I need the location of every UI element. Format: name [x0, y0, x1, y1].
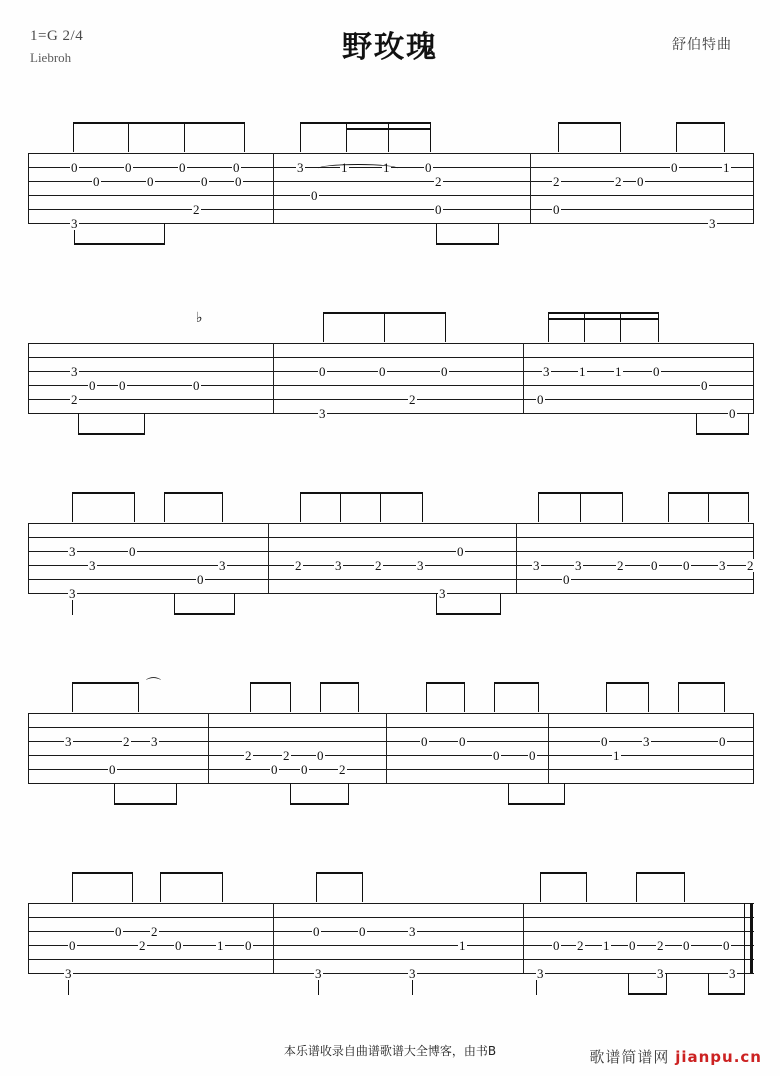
tab-note: 0	[493, 748, 500, 763]
tab-note: 0	[563, 572, 570, 587]
tab-note: 0	[311, 188, 318, 203]
tab-note: 0	[175, 938, 182, 953]
tab-note: 0	[537, 392, 544, 407]
tab-note: 0	[197, 572, 204, 587]
staff-lines-5	[28, 890, 754, 953]
tab-note: 0	[89, 378, 96, 393]
tab-note: 0	[93, 174, 100, 189]
tab-note: 0	[553, 202, 560, 217]
tab-note: 0	[271, 762, 278, 777]
tab-note: 3	[335, 558, 342, 573]
tab-note: 0	[179, 160, 186, 175]
tab-note: 1	[603, 938, 610, 953]
tab-note: 0	[115, 924, 122, 939]
tab-system-5	[28, 890, 754, 1000]
tab-note: 2	[553, 174, 560, 189]
tab-note: 0	[629, 938, 636, 953]
staff-start-bar-5	[28, 903, 29, 973]
final-barline-thin	[744, 903, 745, 973]
tab-note: 0	[129, 544, 136, 559]
tab-note: 0	[245, 938, 252, 953]
barline-3-1	[268, 523, 269, 593]
tab-note: 2	[193, 202, 200, 217]
staff-start-bar-2	[28, 343, 29, 413]
barline-5-2	[523, 903, 524, 973]
tab-note: 2	[747, 558, 754, 573]
watermark-domain: jianpu.cn	[675, 1048, 762, 1066]
footer-note: 本乐谱收录自曲谱歌谱大全博客，由书B	[283, 1044, 497, 1058]
tab-note: 3	[543, 364, 550, 379]
tab-note: 0	[435, 202, 442, 217]
staff-lines-3	[28, 510, 754, 573]
tab-note: 3	[729, 966, 736, 981]
page-title: 野玫瑰	[342, 30, 438, 65]
tab-note: 0	[601, 734, 608, 749]
tab-note: 3	[709, 216, 716, 231]
tab-note: 3	[65, 966, 72, 981]
tab-note: 0	[193, 378, 200, 393]
tab-note: 1	[579, 364, 586, 379]
tab-note: 0	[701, 378, 708, 393]
tab-note: 3	[69, 544, 76, 559]
tab-note: 3	[219, 558, 226, 573]
tab-note: 3	[533, 558, 540, 573]
tab-note: 0	[683, 938, 690, 953]
fermata-symbol: ⌒	[146, 676, 162, 694]
tab-note: 0	[683, 558, 690, 573]
tab-note: 3	[575, 558, 582, 573]
staff-lines-2	[28, 330, 754, 393]
tab-note: 0	[119, 378, 126, 393]
staff-final-bar-2	[753, 343, 754, 413]
staff-final-bar-1	[753, 153, 754, 223]
tab-note: 2	[435, 174, 442, 189]
tab-note: 0	[301, 762, 308, 777]
tab-note: 0	[441, 364, 448, 379]
tab-note: 1	[341, 160, 348, 175]
tab-note: 3	[71, 216, 78, 231]
tab-note: 2	[139, 938, 146, 953]
tab-note: 2	[295, 558, 302, 573]
barline-4-1	[208, 713, 209, 783]
tab-note: 1	[723, 160, 730, 175]
staff-lines-4	[28, 700, 754, 763]
tab-note: 3	[89, 558, 96, 573]
barline-4-2	[386, 713, 387, 783]
tab-note: 3	[69, 586, 76, 601]
tab-note: 3	[409, 966, 416, 981]
tab-note: 2	[409, 392, 416, 407]
tab-note: 0	[359, 924, 366, 939]
tab-note: 0	[729, 406, 736, 421]
tab-note: 3	[417, 558, 424, 573]
site-watermark	[589, 1046, 762, 1067]
tab-note: 0	[651, 558, 658, 573]
tab-note: 0	[233, 160, 240, 175]
tab-system-2: ♭ 3 0 0 0 2 0 0 0 3 2 3 1 1 0 0 0 0	[28, 330, 754, 440]
final-barline-thick	[750, 903, 753, 973]
barline-1-2	[530, 153, 531, 223]
tab-note: 0	[69, 938, 76, 953]
tab-note: 3	[319, 406, 326, 421]
tab-note: 2	[151, 924, 158, 939]
tab-note: 0	[125, 160, 132, 175]
tab-note: 0	[723, 938, 730, 953]
tab-note: 1	[615, 364, 622, 379]
tab-note: 3	[297, 160, 304, 175]
barline-1-1	[273, 153, 274, 223]
barline-2-1	[273, 343, 274, 413]
tab-note: 3	[409, 924, 416, 939]
tab-note: 0	[553, 938, 560, 953]
german-subtitle: Liebroh	[30, 50, 72, 65]
tab-system-4	[28, 676, 754, 810]
tab-note: 0	[637, 174, 644, 189]
composer-credit: 舒伯特曲	[672, 37, 732, 53]
tab-note: 0	[457, 544, 464, 559]
tab-note: 0	[313, 924, 320, 939]
tab-note: 0	[109, 762, 116, 777]
tab-note: 2	[339, 762, 346, 777]
tab-note: 0	[319, 364, 326, 379]
tab-note: 0	[147, 174, 154, 189]
watermark-label: 歌谱简谱网	[589, 1048, 670, 1066]
tab-note: 2	[577, 938, 584, 953]
key-signature: 1=G 2/4	[30, 28, 84, 44]
tab-note: 2	[283, 748, 290, 763]
tab-note: 2	[617, 558, 624, 573]
barline-5-1	[273, 903, 274, 973]
tab-note: 0	[529, 748, 536, 763]
tab-note: 2	[245, 748, 252, 763]
tab-note: 3	[643, 734, 650, 749]
tab-system-3	[28, 510, 754, 620]
staff-start-bar-1	[28, 153, 29, 223]
tab-note: 0	[379, 364, 386, 379]
tab-note: 0	[459, 734, 466, 749]
tab-note: 3	[71, 364, 78, 379]
barline-2-2	[523, 343, 524, 413]
tab-note: 1	[459, 938, 466, 953]
tab-note: 1	[383, 160, 390, 175]
tab-note: 3	[719, 558, 726, 573]
tab-note: 0	[653, 364, 660, 379]
tab-note: 1	[217, 938, 224, 953]
tab-note: 3	[65, 734, 72, 749]
tab-note: 0	[71, 160, 78, 175]
tab-note: 2	[123, 734, 130, 749]
tab-note: 3	[537, 966, 544, 981]
staff-start-bar-4	[28, 713, 29, 783]
tab-note: 2	[657, 938, 664, 953]
staff-final-bar-4	[753, 713, 754, 783]
tab-note: 3	[439, 586, 446, 601]
tab-note: 0	[671, 160, 678, 175]
tab-note: 0	[719, 734, 726, 749]
tab-note: 2	[615, 174, 622, 189]
tab-note: 0	[425, 160, 432, 175]
barline-4-3	[548, 713, 549, 783]
tab-system-1	[28, 140, 754, 250]
tab-note: 2	[375, 558, 382, 573]
tab-note: 0	[317, 748, 324, 763]
tab-note: 3	[315, 966, 322, 981]
barline-3-2	[516, 523, 517, 593]
tab-note: 0	[235, 174, 242, 189]
tab-note: 2	[71, 392, 78, 407]
tab-note: 3	[657, 966, 664, 981]
tab-note: 3	[151, 734, 158, 749]
tab-note: 0	[201, 174, 208, 189]
tab-note: 0	[421, 734, 428, 749]
tab-note: 1	[613, 748, 620, 763]
staff-start-bar-3	[28, 523, 29, 593]
